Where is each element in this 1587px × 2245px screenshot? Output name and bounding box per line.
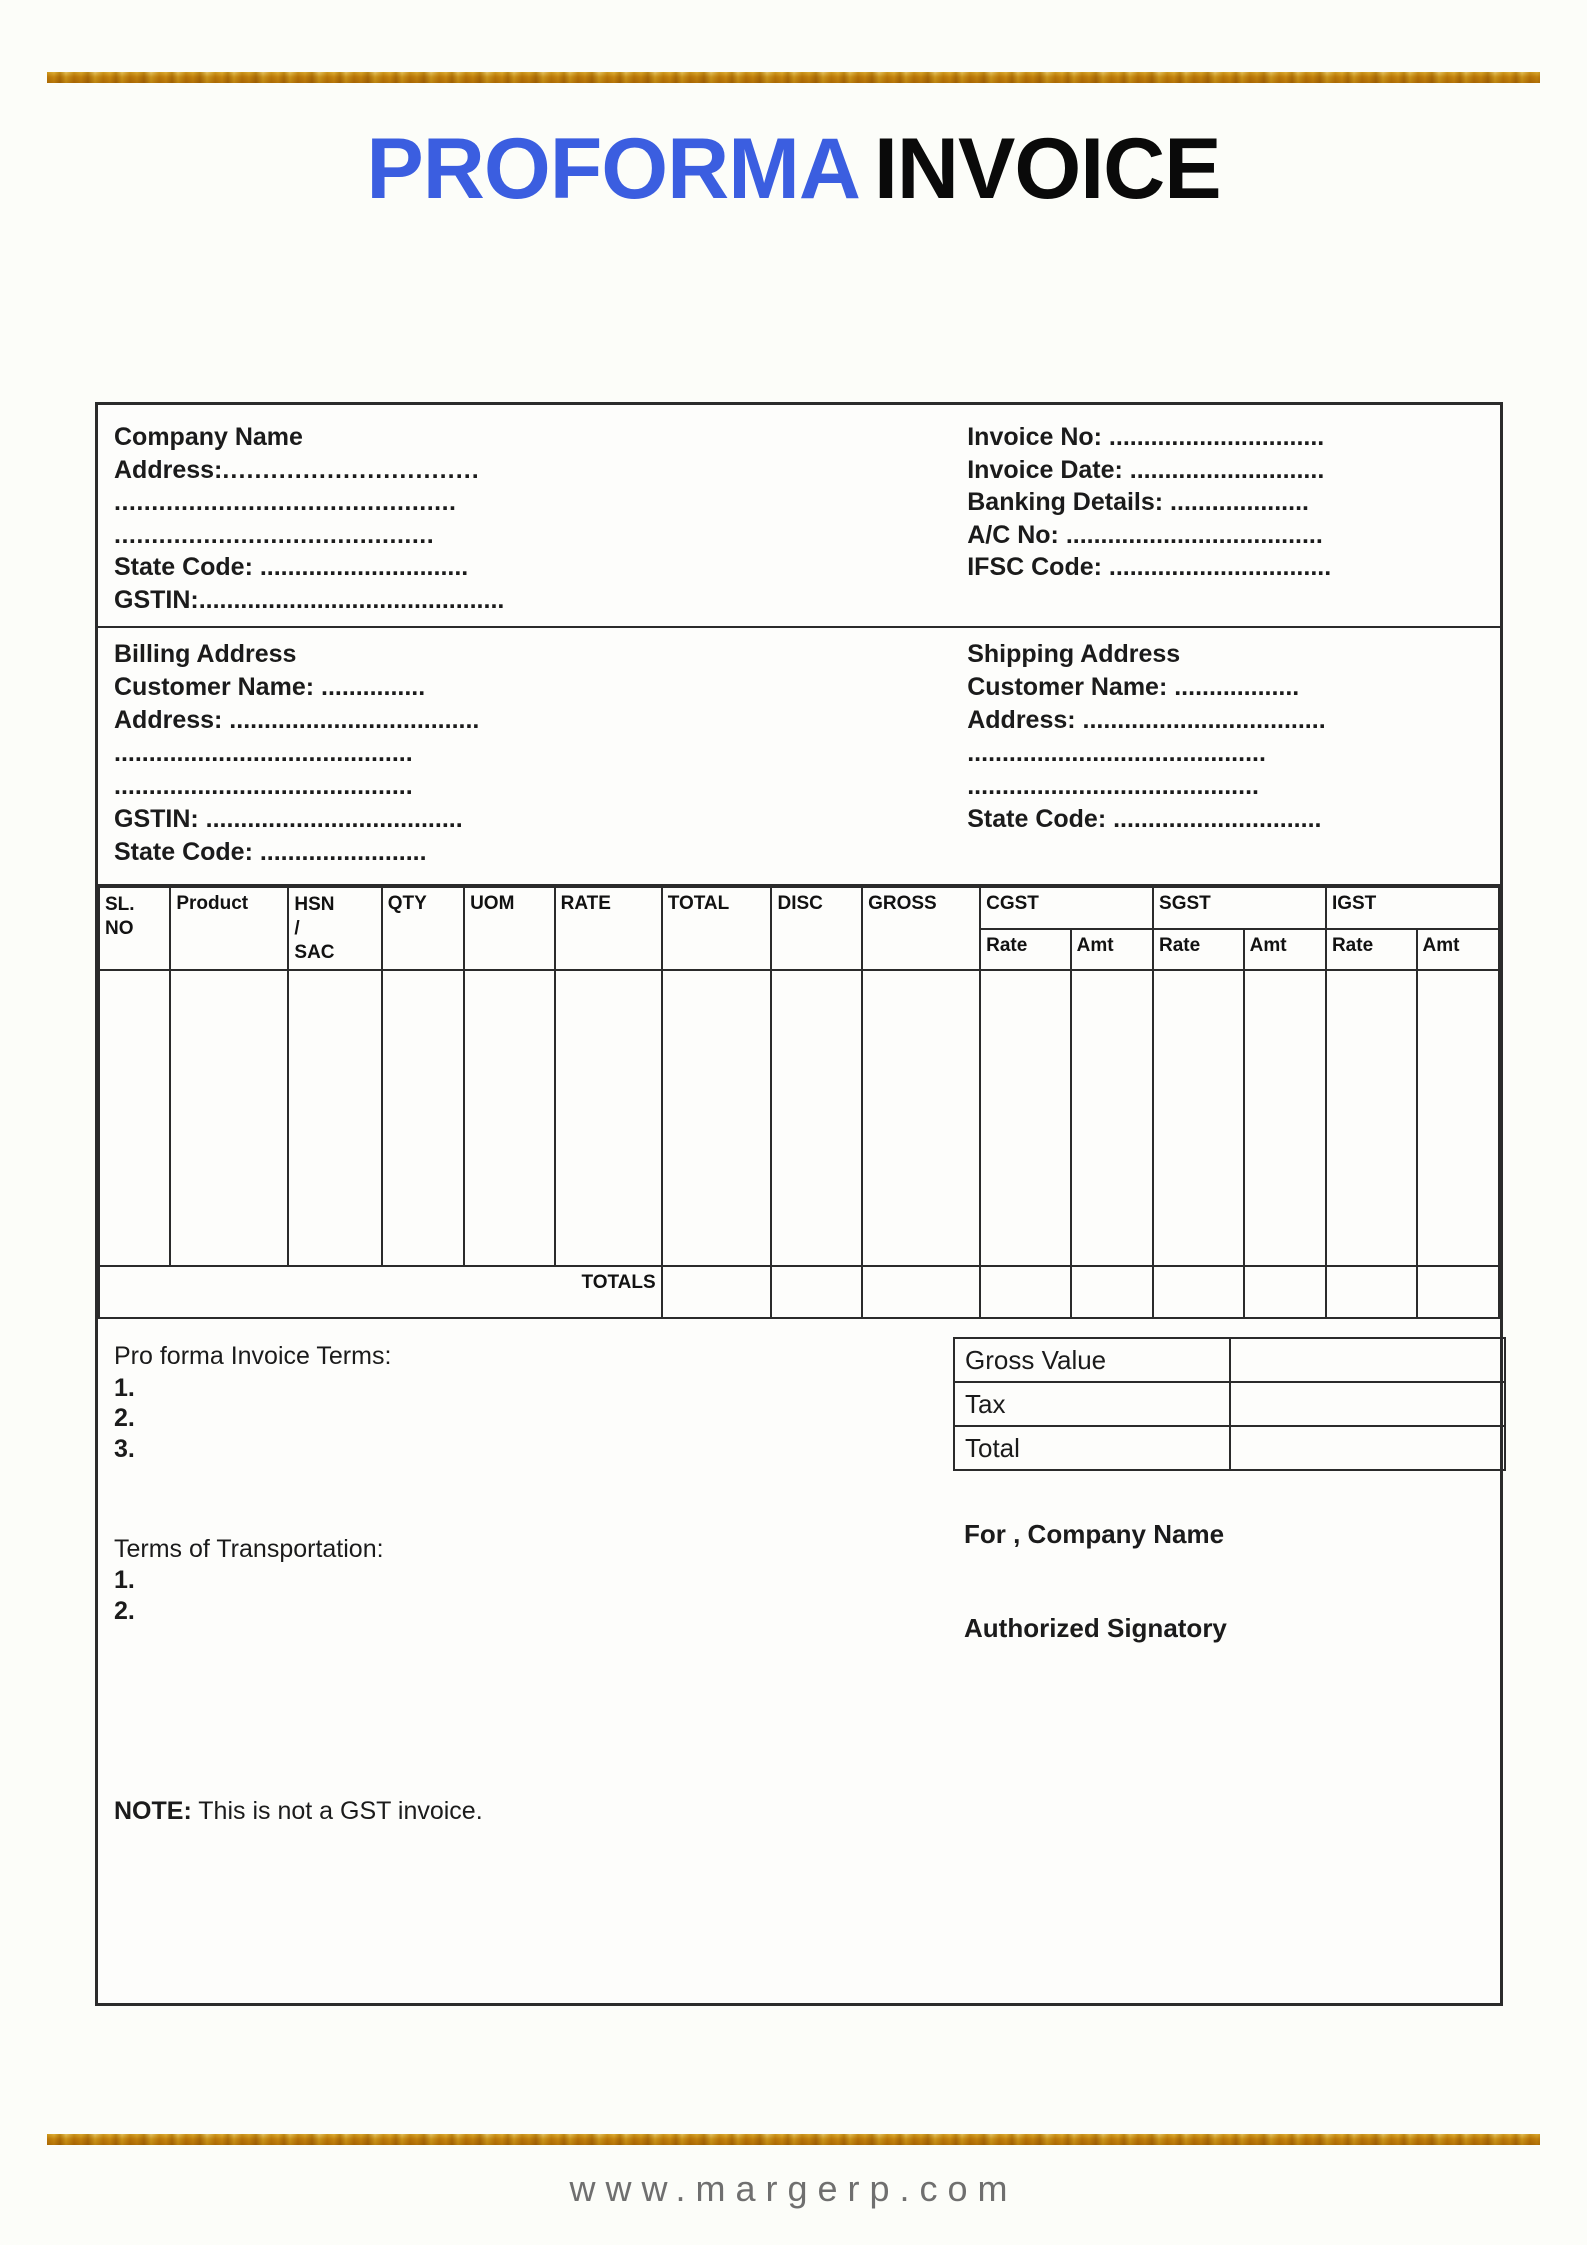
summary-row-gross-value xyxy=(954,1338,1505,1382)
invoice-meta-block xyxy=(967,405,1500,626)
bottom-decorative-bar xyxy=(47,2134,1540,2145)
cell-qty[interactable] xyxy=(382,970,464,1266)
company-address-line-3: ........................................... xyxy=(114,520,435,549)
column-header-sgst-rate: Rate xyxy=(1153,929,1244,971)
cell-sl-no[interactable] xyxy=(99,970,170,1266)
cell-sgst-amt[interactable] xyxy=(1244,970,1326,1266)
banking-details: Banking Details: .................... xyxy=(967,488,1309,516)
totals-disc[interactable] xyxy=(771,1266,862,1318)
summary-value-tax[interactable] xyxy=(1230,1382,1506,1426)
column-header-disc: DISC xyxy=(771,887,862,970)
shipping-address-line-2: ........................................... xyxy=(967,739,1266,767)
billing-address-block xyxy=(98,628,967,884)
totals-total[interactable] xyxy=(662,1266,772,1318)
column-header-sl-no-line1: SL. xyxy=(105,894,135,915)
column-header-cgst-rate: Rate xyxy=(980,929,1071,971)
company-address-dots: ................................ xyxy=(222,455,480,484)
cell-cgst-rate[interactable] xyxy=(980,970,1071,1266)
transportation-terms-block xyxy=(114,1534,1484,1626)
column-header-sl-no xyxy=(99,887,170,970)
cell-rate[interactable] xyxy=(555,970,662,1266)
cell-gross[interactable] xyxy=(862,970,980,1266)
column-header-hsn-line2: / xyxy=(294,917,300,939)
cell-disc[interactable] xyxy=(771,970,862,1266)
cell-total[interactable] xyxy=(662,970,772,1266)
cell-product[interactable] xyxy=(170,970,288,1266)
totals-cgst-rate[interactable] xyxy=(980,1266,1071,1318)
column-header-gross: GROSS xyxy=(862,887,980,970)
footer-website-url[interactable]: www.margerp.com xyxy=(569,2168,1018,2209)
shipping-state-code: State Code: .............................. xyxy=(967,805,1322,833)
company-name: Company Name xyxy=(114,423,303,451)
proforma-term-1: 1. xyxy=(114,1373,135,1402)
column-header-hsn-line3: SAC xyxy=(294,941,335,963)
company-address-line-2: .............................................. xyxy=(114,488,457,516)
summary-label-tax: Tax xyxy=(954,1382,1230,1426)
company-gstin: GSTIN:............................................ xyxy=(114,585,505,614)
company-address-label: Address: xyxy=(114,455,223,484)
summary-label-gross-value: Gross Value xyxy=(954,1338,1230,1382)
cell-hsn-sac[interactable] xyxy=(288,970,381,1266)
address-section xyxy=(98,628,1500,886)
column-header-sl-no-line2: NO xyxy=(105,917,134,939)
cell-cgst-amt[interactable] xyxy=(1071,970,1153,1266)
transportation-term-1: 1. xyxy=(114,1566,135,1595)
column-header-qty: QTY xyxy=(382,887,464,970)
header-section xyxy=(98,405,1500,628)
summary-value-gross-value[interactable] xyxy=(1230,1338,1506,1382)
cell-igst-amt[interactable] xyxy=(1417,970,1499,1266)
totals-label: TOTALS xyxy=(99,1266,662,1318)
footer-terms-section xyxy=(98,1319,1500,1846)
transportation-term-2: 2. xyxy=(114,1596,135,1625)
gst-note-text: This is not a GST invoice. xyxy=(191,1797,483,1826)
column-header-total: TOTAL xyxy=(662,887,772,970)
column-header-hsn-line1: HSN xyxy=(294,894,335,915)
column-header-sgst-amt: Amt xyxy=(1244,929,1326,971)
column-group-header-igst: IGST xyxy=(1326,887,1499,929)
page-title xyxy=(0,121,1587,217)
proforma-terms-heading: Pro forma Invoice Terms: xyxy=(114,1342,392,1371)
top-decorative-bar xyxy=(47,72,1540,83)
line-items-table xyxy=(98,886,1500,1319)
totals-gross[interactable] xyxy=(862,1266,980,1318)
billing-address: Address: .................................... xyxy=(114,706,480,734)
company-address xyxy=(114,454,967,487)
account-number: A/C No: ..................................... xyxy=(967,520,1323,549)
shipping-address: Address: ................................... xyxy=(967,706,1326,734)
totals-row xyxy=(99,1266,1499,1318)
cell-sgst-rate[interactable] xyxy=(1153,970,1244,1266)
totals-igst-amt[interactable] xyxy=(1417,1266,1499,1318)
column-group-header-sgst: SGST xyxy=(1153,887,1326,929)
shipping-address-block xyxy=(967,628,1500,884)
billing-heading: Billing Address xyxy=(114,640,297,668)
column-header-uom: UOM xyxy=(464,887,555,970)
shipping-heading: Shipping Address xyxy=(967,640,1181,668)
title-word-invoice: INVOICE xyxy=(874,121,1221,217)
column-group-header-cgst: CGST xyxy=(980,887,1153,929)
invoice-date: Invoice Date: ............................ xyxy=(967,455,1325,484)
column-header-igst-amt: Amt xyxy=(1417,929,1499,971)
totals-sgst-rate[interactable] xyxy=(1153,1266,1244,1318)
billing-state-code: State Code: ........................ xyxy=(114,838,427,866)
billing-gstin: GSTIN: ..................................... xyxy=(114,805,463,833)
column-header-product: Product xyxy=(170,887,288,970)
summary-value-total[interactable] xyxy=(1230,1426,1506,1470)
column-header-igst-rate: Rate xyxy=(1326,929,1417,971)
invoice-no: Invoice No: ............................... xyxy=(967,423,1325,451)
company-state-code: State Code: .............................. xyxy=(114,553,469,581)
billing-address-line-2: ........................................... xyxy=(114,739,413,767)
summary-row-total xyxy=(954,1426,1505,1470)
gst-note-prefix: NOTE: xyxy=(114,1797,192,1826)
cell-igst-rate[interactable] xyxy=(1326,970,1417,1266)
table-header-row-1 xyxy=(99,887,1499,929)
cell-uom[interactable] xyxy=(464,970,555,1266)
authorized-signatory-label: Authorized Signatory xyxy=(964,1613,1227,1644)
title-word-proforma: PROFORMA xyxy=(366,121,860,217)
proforma-term-3: 3. xyxy=(114,1434,135,1463)
billing-address-line-3: ........................................... xyxy=(114,772,413,800)
billing-customer-name: Customer Name: ............... xyxy=(114,673,426,701)
summary-row-tax xyxy=(954,1382,1505,1426)
transportation-terms-heading: Terms of Transportation: xyxy=(114,1535,384,1563)
totals-summary-table xyxy=(953,1337,1506,1471)
totals-igst-rate[interactable] xyxy=(1326,1266,1417,1318)
column-header-cgst-amt: Amt xyxy=(1071,929,1153,971)
invoice-document xyxy=(95,402,1503,2006)
shipping-address-line-3: .......................................... xyxy=(967,772,1259,800)
totals-cgst-amt[interactable] xyxy=(1071,1266,1153,1318)
totals-sgst-amt[interactable] xyxy=(1244,1266,1326,1318)
proforma-term-2: 2. xyxy=(114,1404,135,1432)
company-details-block xyxy=(98,405,967,626)
gst-note xyxy=(114,1797,483,1826)
table-row[interactable] xyxy=(99,970,1499,1266)
shipping-customer-name: Customer Name: .................. xyxy=(967,673,1300,701)
ifsc-code: IFSC Code: ................................ xyxy=(967,553,1332,581)
column-header-rate: RATE xyxy=(555,887,662,970)
signature-for-company: For , Company Name xyxy=(964,1519,1225,1550)
column-header-hsn-sac xyxy=(288,887,381,970)
summary-label-total: Total xyxy=(954,1426,1230,1470)
